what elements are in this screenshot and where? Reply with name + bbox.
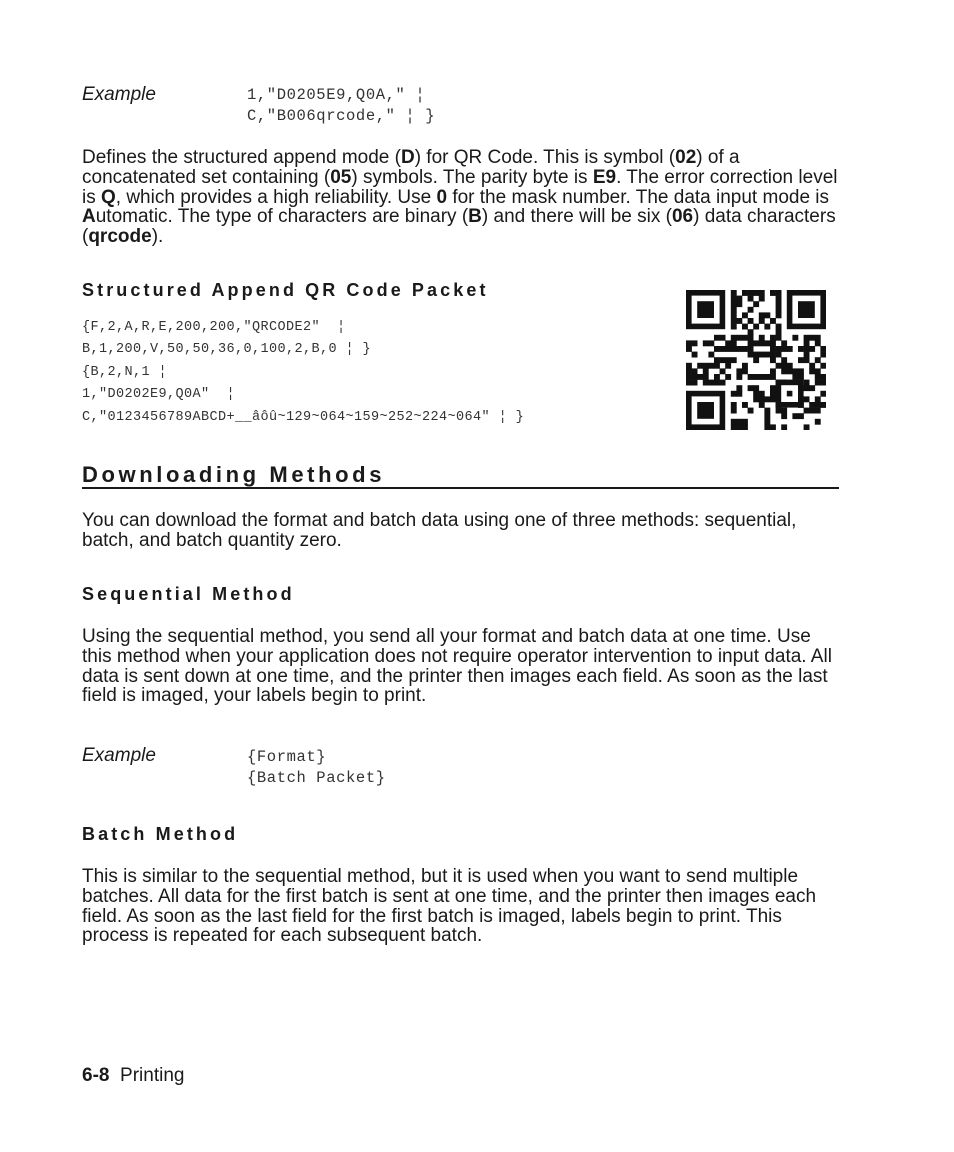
qr-code-image bbox=[686, 290, 826, 430]
section-rule bbox=[82, 487, 839, 489]
page-footer bbox=[82, 1065, 184, 1087]
structured-append-description: Defines the structured append mode (D) for QR Code. This is symbol (02) of a concatenated set containing (05) symbols. The parity byte is E9. The error correction level is Q, which provides a high reliability. Use 0 for the mask number. The data input mode is Automatic. The type of characters are binary (B) and there will be six (06) data characters (qrcode). bbox=[82, 147, 838, 248]
downloading-methods-heading: Downloading Methods bbox=[82, 462, 386, 487]
batch-method-heading: Batch Method bbox=[82, 824, 239, 844]
example-label: Example bbox=[82, 84, 156, 105]
section-name: Printing bbox=[120, 1065, 185, 1086]
sequential-description: Using the sequential method, you send all your format and batch data at one time. Use this method when your application does not require operator intervention to input data. All data is sent down at one time, and the printer then images each field. As soon as the last field is imaged, your labels begin to print. bbox=[82, 626, 832, 707]
example-code: 1,"D0205E9,Q0A," ¦ C,"B006qrcode," ¦ } bbox=[247, 86, 436, 125]
downloading-description: You can download the format and batch data using one of three methods: sequential, batch, and batch quantity zero. bbox=[82, 510, 797, 551]
page-number: 6-8 bbox=[82, 1065, 110, 1086]
structured-append-heading: Structured Append QR Code Packet bbox=[82, 280, 489, 300]
sequential-method-heading: Sequential Method bbox=[82, 584, 295, 604]
example-label: Example bbox=[82, 745, 156, 766]
example-code: {Format} {Batch Packet} bbox=[247, 748, 386, 787]
batch-description: This is similar to the sequential method, but it is used when you want to send multiple batches. All data for the first batch is sent at one time, and the printer then images each field. As soon as the last field for the first batch is imaged, labels begin to print. This process is repeated for each subsequent batch. bbox=[82, 866, 817, 947]
packet-code: {F,2,A,R,E,200,200,"QRCODE2" ¦ B,1,200,V,50,50,36,0,100,2,B,0 ¦ } {B,2,N,1 ¦ 1,"D0202E9,Q0A" ¦ C,"0123456789ABCD+__âôû~129~064~159~252~224~064" ¦ } bbox=[82, 320, 525, 425]
